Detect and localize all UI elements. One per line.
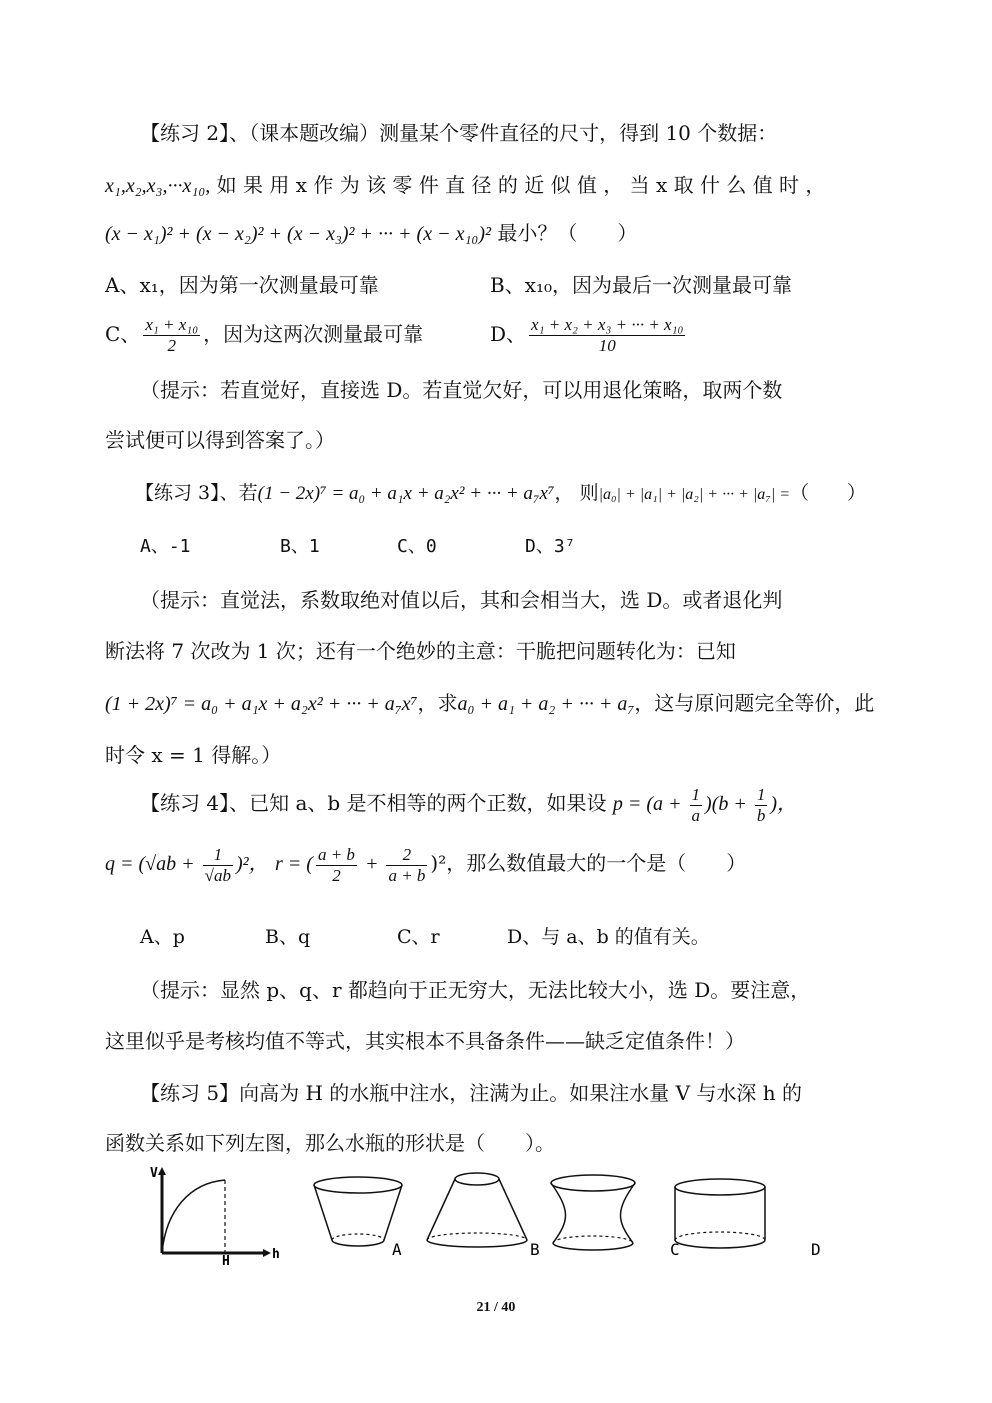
- ex4-p-expression: [612, 785, 798, 825]
- ex2-option-c-label: C、: [105, 322, 141, 346]
- ex4-r-expression: [275, 845, 430, 885]
- ex3-label: 【练习 3】、若: [135, 482, 258, 504]
- ex2-option-a: A、x₁，因为第一次测量最可靠: [105, 273, 379, 297]
- ex5-question-text: 【练习 5】向高为 H 的水瓶中注水，注满为止。如果注水量 V 与水深 h 的: [140, 1081, 802, 1105]
- ex4-r-part-a: r = (: [275, 853, 313, 876]
- ex4-hint-line1: [105, 975, 895, 1005]
- bottle-b-label: B: [530, 1240, 540, 1259]
- ex2-option-c-text: ，因为这两次测量最可靠: [203, 322, 424, 346]
- ex2-hint-line2: 尝试便可以得到答案了。）: [105, 428, 335, 452]
- ex3-option-b: B、1: [280, 536, 320, 557]
- ex4-r-frac2: [386, 845, 427, 886]
- ex2-option-c-fraction: [143, 315, 200, 356]
- ex3-hint-line3: [105, 688, 895, 719]
- ex4-title: [105, 785, 895, 835]
- ex3-abs-sum: |a₀| + |a₁| + |a₂| + ··· + |a₇| =: [598, 486, 791, 503]
- page-number: 21 / 40: [476, 1300, 516, 1315]
- ex2-option-b: B、x₁₀，因为最后一次测量最可靠: [490, 273, 793, 297]
- ex3-hint-coef-sum: a₀ + a₁ + a₂ + ··· + a₇: [457, 693, 635, 715]
- ex3-option-c: C、0: [397, 536, 437, 557]
- ex4-p-frac-a-den: a: [691, 806, 701, 825]
- ex2-title: [105, 118, 895, 148]
- ex4-p-frac-a: [690, 785, 703, 826]
- graph-v-label: V: [150, 1166, 158, 1181]
- ex4-q-end: )²，: [235, 853, 269, 876]
- ex2-option-d-label: D、: [490, 322, 527, 346]
- bottle-d: [675, 1179, 821, 1259]
- ex4-option-b: B、q: [265, 926, 311, 948]
- ex5-figures: [140, 1165, 860, 1270]
- ex4-option-d: D、与 a、b 的值有关。: [507, 926, 710, 948]
- ex4-qr-line: [105, 845, 895, 895]
- ex5-line2: 函数关系如下列左图，那么水瓶的形状是（ ）。: [105, 1131, 555, 1155]
- ex3-option-d: D、3⁷: [525, 536, 576, 557]
- ex3-blank: （ ）: [790, 482, 867, 504]
- ex5-title: [105, 1078, 895, 1108]
- ex4-r-frac2-num: 2: [386, 845, 427, 866]
- ex4-p-part-a: p = (a +: [612, 793, 687, 816]
- bottle-a-label: A: [392, 1240, 402, 1259]
- ex4-question-text: 【练习 4】、已知 a、b 是不相等的两个正数，如果设: [140, 791, 607, 816]
- ex4-q-expression: [105, 845, 269, 885]
- volume-depth-graph: [150, 1166, 280, 1269]
- ex4-p-frac-b-num: 1: [756, 785, 766, 804]
- ex2-line2: [105, 170, 895, 201]
- ex4-p-part-b: )(b +: [705, 793, 752, 816]
- ex2-options-ab: [105, 270, 895, 300]
- ex2-line2-text: 如 果 用 x 作 为 该 零 件 直 径 的 近 似 值 ， 当 x 取 什 么 值 时 ，: [216, 173, 826, 197]
- ex4-p-frac-a-num: 1: [691, 785, 701, 804]
- ex3-hint-end: ，这与原问题完全等价，此: [634, 691, 875, 715]
- ex4-hint-line2: 这里似乎是考核均值不等式，其实根本不具备条件——缺乏定值条件！）: [105, 1029, 745, 1053]
- ex4-q-part-a: q = (√ab +: [105, 853, 200, 876]
- bottle-c: [551, 1175, 680, 1259]
- ex2-option-d-fraction: [529, 315, 685, 356]
- ex2-line3-text: 最小？（ ）: [497, 221, 638, 245]
- ex2-sum-expression: (x − x₁)² + (x − x₂)² + (x − x₃)² + ··· + (x − x₁₀)²: [105, 223, 492, 245]
- ex4-p-part-c: )，: [770, 793, 798, 816]
- ex2-option-d-numerator: x₁ + x₂ + x₃ + ··· + x₁₀: [531, 315, 684, 334]
- ex4-q-frac: [203, 845, 233, 886]
- ex2-variables: x₁,x₂,x₃,···x₁₀,: [105, 175, 211, 197]
- ex3-hint-find: ，求: [417, 691, 458, 715]
- ex4-r-frac1-num: a + b: [317, 845, 355, 864]
- ex4-q-frac-num: 1: [203, 845, 233, 866]
- ex2-option-c-denominator: 2: [167, 336, 176, 355]
- ex2-option-d: [490, 315, 688, 356]
- bottle-d-label: D: [811, 1240, 821, 1259]
- ex3-option-a: A、-1: [140, 536, 191, 557]
- ex4-p-frac-b-den: b: [756, 806, 766, 825]
- bottle-a: [314, 1177, 402, 1259]
- ex3-hint-line1: [105, 585, 895, 615]
- ex4-r-end: )²，那么数值最大的一个是（ ）: [430, 851, 747, 876]
- ex2-options-cd: [105, 315, 895, 365]
- ex4-q-frac-den: √ab: [204, 866, 231, 885]
- ex3-hint-expansion: (1 + 2x)⁷ = a₀ + a₁x + a₂x² + ··· + a₇x⁷: [105, 693, 418, 715]
- ex2-hint-text1: （提示：若直觉好，直接选 D。若直觉欠好，可以用退化策略，取两个数: [140, 378, 783, 402]
- bottle-b: [427, 1173, 540, 1259]
- ex2-option-d-denominator: 10: [598, 336, 616, 355]
- ex4-r-plus: +: [359, 853, 384, 876]
- ex3-expansion: (1 − 2x)⁷ = a₀ + a₁x + a₂x² + ··· + a₇x⁷: [257, 483, 555, 504]
- ex4-r-frac1-den: 2: [332, 866, 341, 885]
- ex3-hint-line2: 断法将 7 次改为 1 次；还有一个绝妙的主意：干脆把问题转化为：已知: [105, 639, 736, 663]
- ex4-hint-text1: （提示：显然 p、q、r 都趋向于正无穷大，无法比较大小，选 D。要注意，: [140, 978, 811, 1002]
- ex4-r-frac1: [316, 845, 357, 886]
- ex3-then: ， 则: [554, 482, 599, 504]
- bottle-c-label: C: [670, 1240, 680, 1259]
- ex3-hint-line4: 时令 x = 1 得解。）: [105, 743, 282, 767]
- ex3-hint-text1: （提示：直觉法，系数取绝对值以后，其和会相当大，选 D。或者退化判: [140, 588, 783, 612]
- ex4-option-c: C、r: [397, 926, 440, 948]
- ex2-line3: [105, 218, 895, 249]
- ex2-hint-line1: [105, 375, 895, 405]
- graph-capital-h-label: H: [222, 1254, 230, 1269]
- ex4-p-frac-b: [755, 785, 768, 826]
- ex4-option-a: A、p: [140, 926, 185, 948]
- ex2-option-c-numerator: x₁ + x₁₀: [145, 315, 199, 334]
- graph-h-label: h: [272, 1247, 280, 1262]
- ex3-title: [105, 478, 895, 510]
- ex4-r-frac2-den: a + b: [388, 866, 426, 885]
- ex2-question-text: 【练习 2】、（课本题改编）测量某个零件直径的尺寸，得到 10 个数据：: [140, 121, 778, 145]
